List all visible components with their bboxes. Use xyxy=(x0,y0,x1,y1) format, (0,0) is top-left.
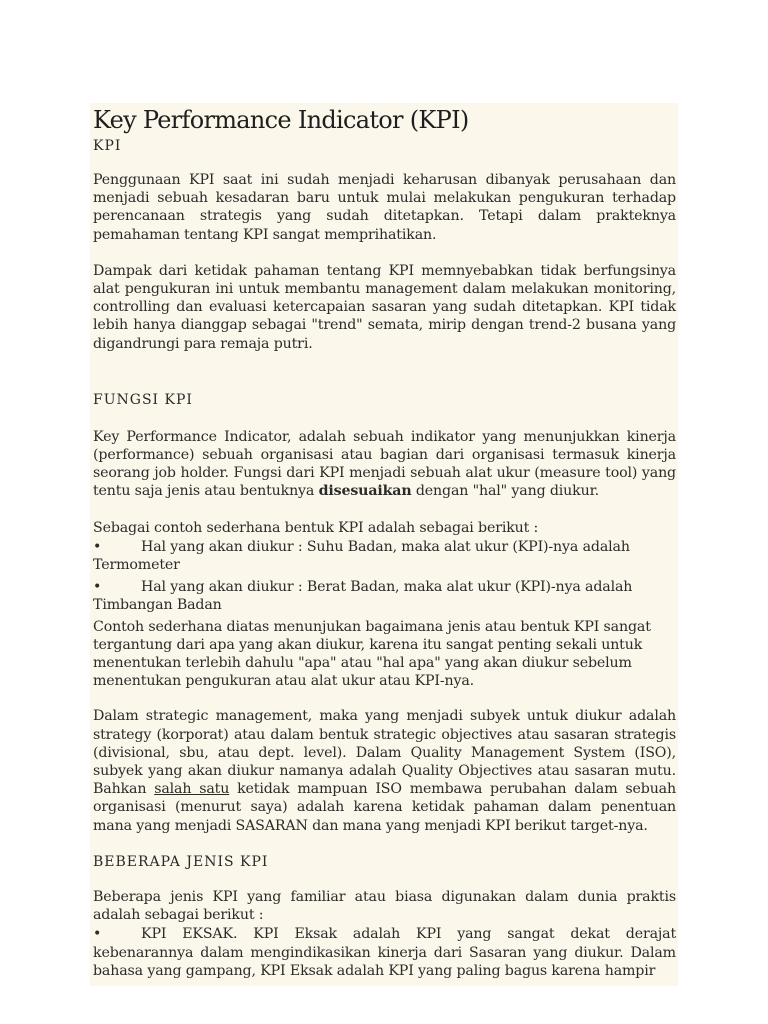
heading-kpi: KPI xyxy=(93,138,122,154)
page-title: Key Performance Indicator (KPI) xyxy=(93,106,469,134)
paragraph-jenis-1: Beberapa jenis KPI yang familiar atau biasa digunakan dalam dunia praktis adalah sebagai berikut : xyxy=(93,888,676,924)
list-item-text: KPI EKSAK. KPI Eksak adalah KPI yang sangat dekat derajat kebenarannya dalam mengindikasikan kinerja dari Sasaran yang diukur. Dalam bahasa yang gampang, KPI Eksak adalah KPI yang paling bagus karena hampir xyxy=(93,926,676,979)
paragraph-fungsi-4 xyxy=(93,707,676,834)
bold-disesuaikan: disesuaikan xyxy=(318,483,412,500)
paragraph-fungsi-1-tail: dengan "hal" yang diukur. xyxy=(411,483,600,500)
heading-beberapa-jenis-kpi: BEBERAPA JENIS KPI xyxy=(93,853,269,870)
heading-fungsi-kpi: FUNGSI KPI xyxy=(93,391,193,408)
link-salah-satu[interactable]: salah satu xyxy=(154,781,230,798)
paragraph-fungsi-4-tail: ketidak mampuan ISO membawa perubahan dalam sebuah organisasi (menurut saya) adalah karena ketidak pahaman dalam penentuan mana yang menjadi SASARAN dan mana yang menjadi KPI berikut target-nya. xyxy=(93,781,676,834)
list-item xyxy=(93,925,676,980)
bullet-icon: • xyxy=(93,538,102,555)
bullet-icon: • xyxy=(93,926,102,943)
bullet-icon: • xyxy=(93,579,102,596)
paragraph-fungsi-3: Contoh sederhana diatas menunjukan bagaimana jenis atau bentuk KPI sangat tergantung dari apa yang akan diukur, karena itu sangat penting sekali untuk menentukan terlebih dahulu "apa" atau "hal apa" yang akan diukur sebelum menentukan pengukuran atau alat ukur atau KPI-nya. xyxy=(93,618,651,690)
paragraph-fungsi-1 xyxy=(93,428,676,501)
list-item xyxy=(93,538,676,574)
list-item xyxy=(93,578,676,614)
list-item-text: Hal yang akan diukur : Berat Badan, maka alat ukur (KPI)-nya adalah Timbangan Badan xyxy=(93,579,633,614)
paragraph-fungsi-4-text: Dalam strategic management, maka yang menjadi subyek untuk diukur adalah strategy (korporat) atau dalam bentuk strategic objectives atau sasaran strategis (divisional, sbu, atau dept. level). Dalam Quality Management System (ISO), subyek yang akan diukur namanya adalah Quality Objectives atau sasaran mutu. Bahkan xyxy=(93,708,676,798)
list-item-text: Hal yang akan diukur : Suhu Badan, maka alat ukur (KPI)-nya adalah Termometer xyxy=(93,538,630,574)
paragraph-kpi-1: Penggunaan KPI saat ini sudah menjadi keharusan dibanyak perusahaan dan menjadi sebuah kesadaran baru untuk mulai melakukan pengukuran terhadap perencanaan strategis yang sudah ditetapkan. Tetapi dalam prakteknya pemahaman tentang KPI sangat memprihatikan. xyxy=(93,172,676,243)
document-content xyxy=(93,103,676,980)
document-page xyxy=(90,103,678,986)
paragraph-fungsi-2: Sebagai contoh sederhana bentuk KPI adalah sebagai berikut : xyxy=(93,519,539,536)
paragraph-kpi-2: Dampak dari ketidak pahaman tentang KPI memnyebabkan tidak berfungsinya alat pengukuran ini untuk membantu management dalam melakukan monitoring, controlling dan evaluasi ketercapaian sasaran yang sudah ditetapkan. KPI tidak lebih hanya dianggap sebagai "trend" semata, mirip dengan trend-2 busana yang digandrungi para remaja putri. xyxy=(93,262,676,352)
paragraph-fungsi-1-text: Key Performance Indicator, adalah sebuah indikator yang menunjukkan kinerja (performance) sebuah organisasi atau bagian dari organisasi termasuk kinerja seorang job holder. Fungsi dari KPI menjadi sebuah alat ukur (measure tool) yang tentu saja jenis atau bentuknya xyxy=(93,428,676,500)
